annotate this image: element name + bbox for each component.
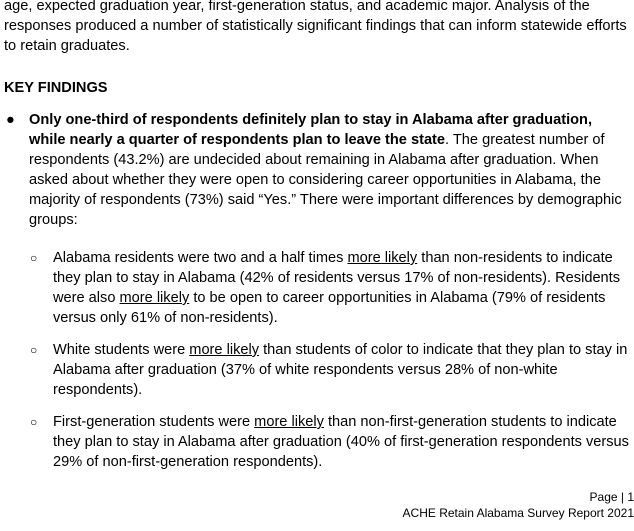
key-finding-text [29,110,632,230]
subpoint-text-part: than non-first-generation students to indicate they plan to stay in Alabama after graduation (40% of first-generation respondents versus 29% of non-first-generation respondents). [53,414,629,470]
subpoint-text [53,340,630,400]
key-finding-bold: Only one-third of respondents definitely plan to stay in Alabama after graduation, while nearly a quarter of respondents plan to leave the state [29,112,593,148]
intro-paragraph: age, expected graduation year, first-generation status, and academic major. Analysis of the responses produced a number of statistically significant findings that can inform statewide efforts to retain graduates. [4,0,627,54]
subpoint-text-part: than non-residents to indicate they plan to stay in Alabama (42% of residents versus 17% of non-residents). Residents were also [53,250,621,306]
underlined-phrase: more likely [189,342,260,358]
section-heading: KEY FINDINGS [4,80,108,96]
subpoint-text-part: Alabama residents were two and a half times [53,250,348,266]
report-name: ACHE Retain Alabama Survey Report 2021 [402,506,634,520]
circle-bullet-icon: ○ [30,415,38,429]
subpoint-text-part: to be open to career opportunities in Alabama (79% of residents versus only 61% of non-residents). [53,290,606,326]
subpoint-race [30,340,630,400]
underlined-phrase: more likely [254,414,324,430]
subpoint-text-part: than students of color to indicate that they plan to stay in Alabama after graduation (37% of white respondents versus 28% of non-white respondents). [53,342,628,398]
circle-bullet-icon: ○ [30,343,38,357]
subpoint-text-part: First-generation students were [53,414,255,430]
underlined-phrase: more likely [347,250,418,266]
key-finding-bullet [4,110,632,230]
subpoint-text [53,412,630,472]
underlined-phrase: more likely [119,290,190,306]
subpoint-text [53,248,630,328]
key-finding-body: . The greatest number of respondents (43.2%) are undecided about remaining in Alabama after graduation. When asked about whether they were open to considering career opportunities in Alabama, the majority of respondents (73%) said “Yes.” There were important differences by demographic groups: [29,132,622,228]
bullet-dot-icon: ● [6,112,15,128]
subpoint-text-part: White students were [53,342,190,358]
subpoint-first-generation [30,412,630,472]
subpoint-residents [30,248,630,328]
page-number: Page | 1 [589,490,634,504]
circle-bullet-icon: ○ [30,251,38,265]
